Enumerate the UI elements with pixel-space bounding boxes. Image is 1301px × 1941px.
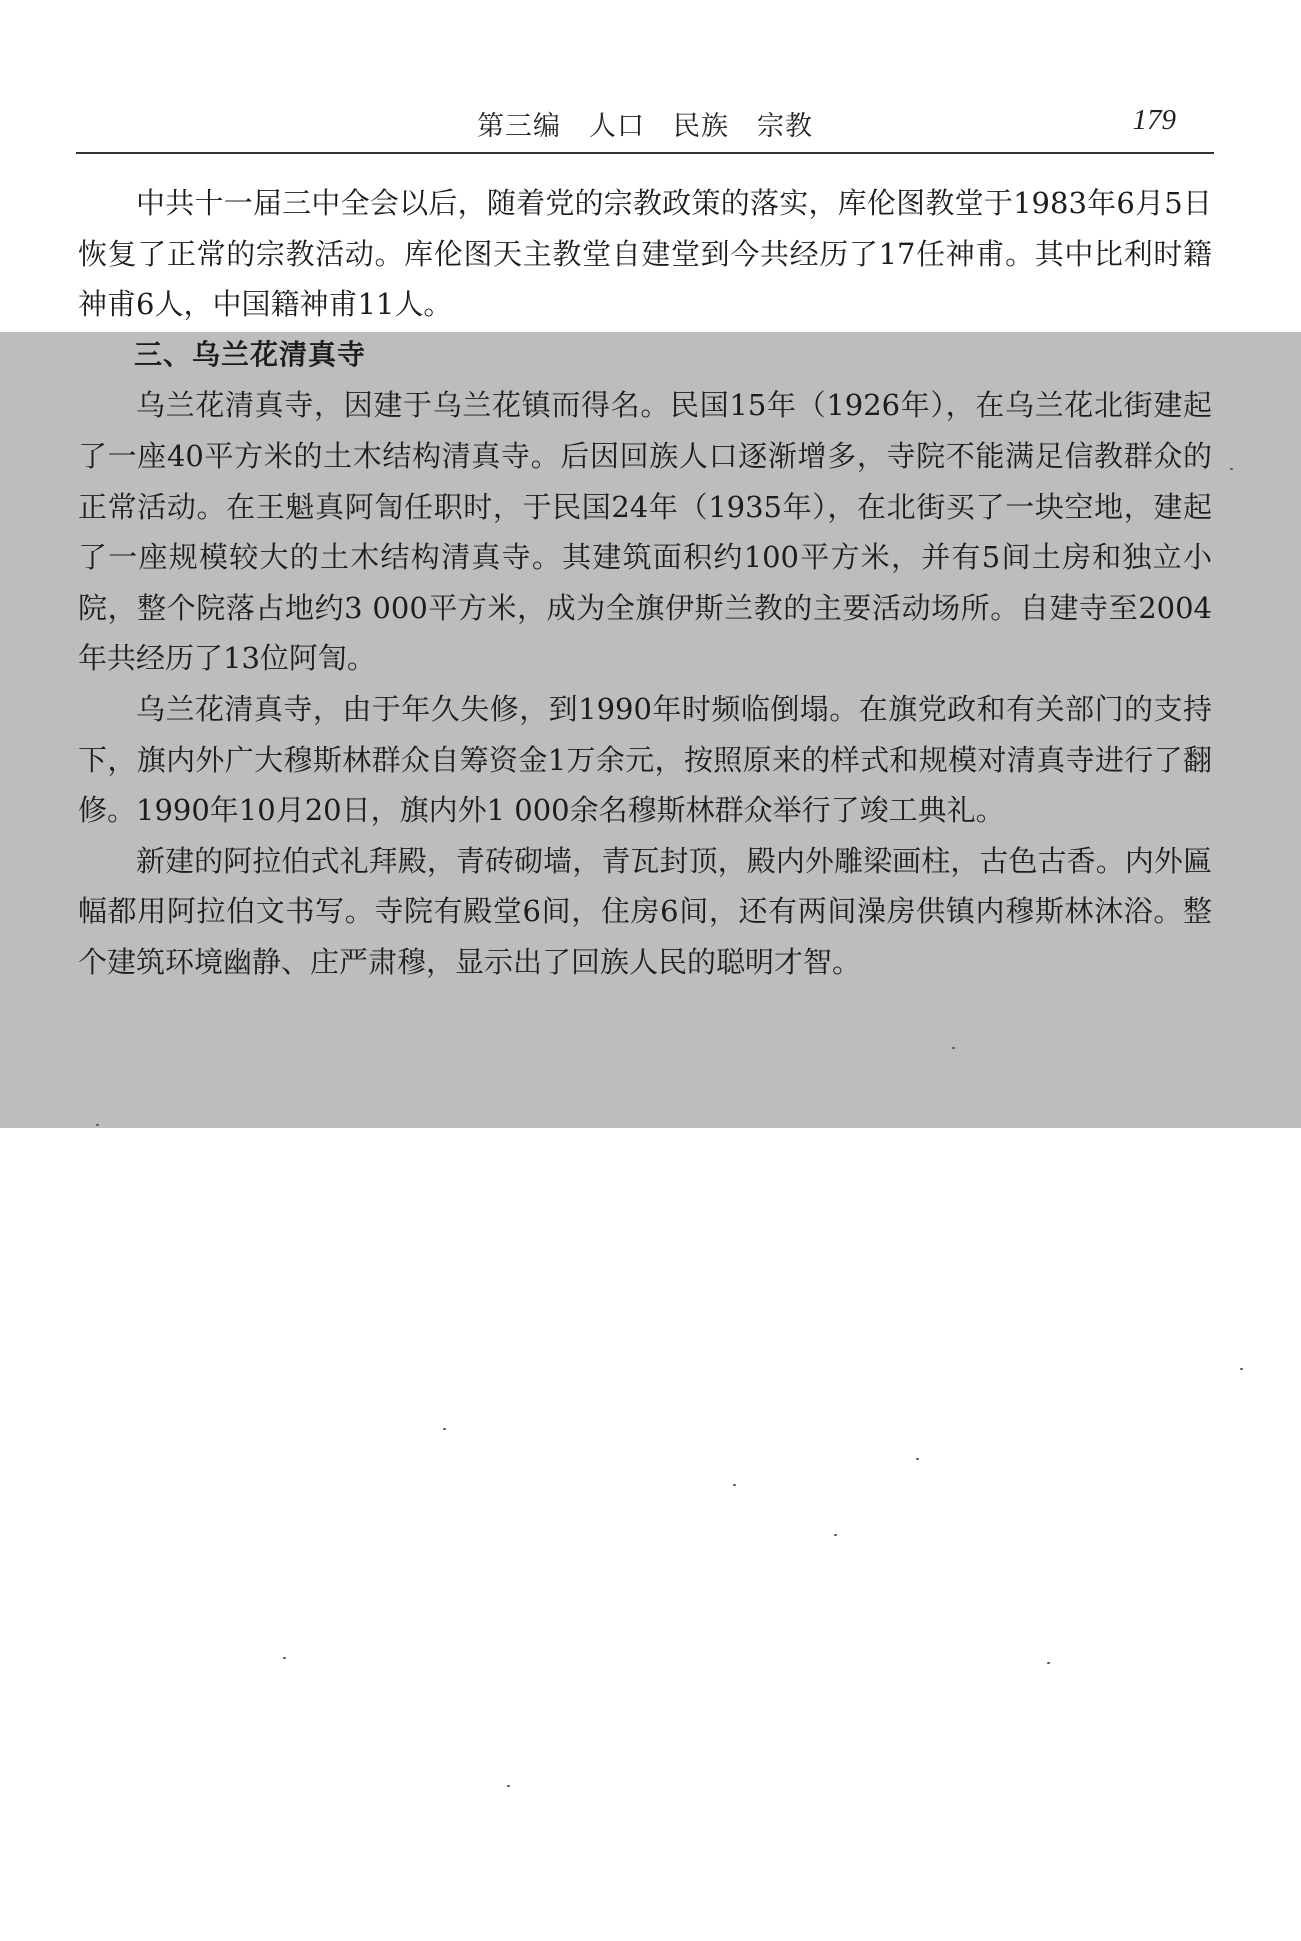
- scan-speck: [96, 1124, 99, 1126]
- paragraph-3: 乌兰花清真寺，由于年久失修，到1990年时频临倒塌。在旗党政和有关部门的支持下，旗内外广大穆斯林群众自筹资金1万余元，按照原来的样式和规模对清真寺进行了翻修。1990年10月20日，旗内外1 000余名穆斯林群众举行了竣工典礼。: [78, 691, 1212, 828]
- section-heading: 三、乌兰花清真寺: [134, 337, 367, 371]
- scan-speck: [1230, 468, 1233, 470]
- header-section-title: 第三编 人口 民族 宗教: [477, 111, 813, 142]
- paragraph-4: 新建的阿拉伯式礼拜殿，青砖砌墙，青瓦封顶，殿内外雕梁画柱，古色古香。内外匾幅都用阿拉伯文书写。寺院有殿堂6间，住房6间，还有两间澡房供镇内穆斯林沐浴。整个建筑环境幽静、庄严肃穆，显示出了回族人民的聪明才智。: [78, 843, 1212, 979]
- scan-speck: [952, 1047, 955, 1049]
- scan-speck: [507, 1785, 510, 1787]
- paragraph-1: 中共十一届三中全会以后，随着党的宗教政策的落实，库伦图教堂于1983年6月5日恢复了正常的宗教活动。库伦图天主教堂自建堂到今共经历了17任神甫。其中比利时籍神甫6人，中国籍神甫11人。: [78, 186, 1212, 322]
- scan-speck: [916, 1458, 919, 1460]
- body-text: [78, 178, 1212, 988]
- scan-speck: [443, 1428, 446, 1430]
- running-header: [76, 96, 1214, 152]
- paragraph-2: 乌兰花清真寺，因建于乌兰花镇而得名。民国15年（1926年），在乌兰花北街建起了一座40平方米的土木结构清真寺。后因回族人口逐渐增多，寺院不能满足信教群众的正常活动。在王魁真阿訇任职时，于民国24年（1935年），在北街买了一块空地，建起了一座规模较大的土木结构清真寺。其建筑面积约100平方米，并有5间土房和独立小院，整个院落占地约3 000平方米，成为全旗伊斯兰教的主要活动场所。自建寺至2004年共经历了13位阿訇。: [78, 388, 1212, 676]
- header-rule: [76, 152, 1214, 154]
- page-number: 179: [1132, 104, 1176, 136]
- scan-speck: [1047, 1662, 1050, 1664]
- scan-speck: [283, 1657, 286, 1659]
- scan-speck: [834, 1534, 837, 1536]
- scan-speck: [733, 1484, 736, 1486]
- scan-speck: [1240, 1368, 1243, 1370]
